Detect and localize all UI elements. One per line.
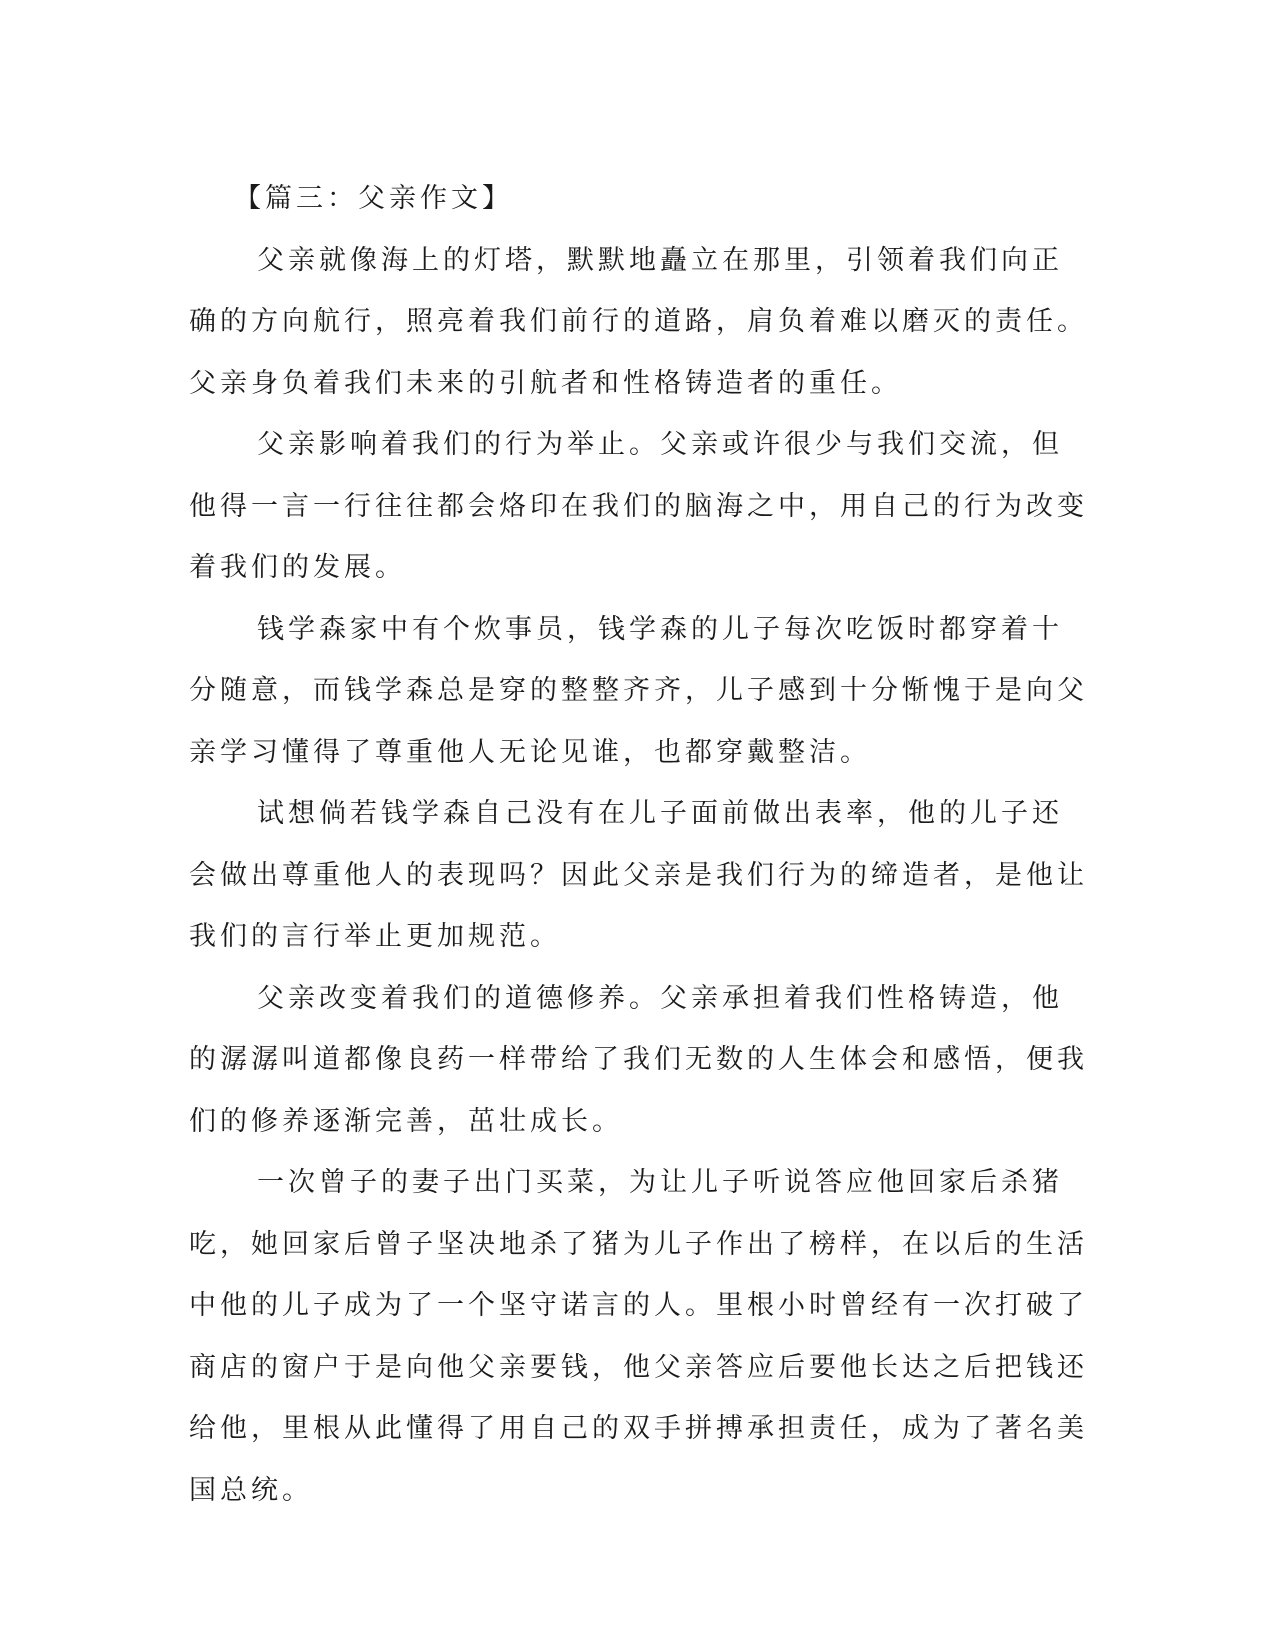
- paragraph-3: 钱学森家中有个炊事员，钱学森的儿子每次吃饭时都穿着十分随意，而钱学森总是穿的整整齐齐，儿子感到十分惭愧于是向父亲学习懂得了尊重他人无论见谁，也都穿戴整洁。: [189, 613, 1088, 768]
- document-body: [189, 168, 1089, 1521]
- paragraph-1: 父亲就像海上的灯塔，默默地矗立在那里，引领着我们向正确的方向航行，照亮着我们前行的道路，肩负着难以磨灭的责任。父亲身负着我们未来的引航者和性格铸造者的重任。: [189, 244, 1088, 399]
- section-heading: 【篇三：父亲作文】: [234, 183, 513, 214]
- paragraph-6: 一次曾子的妻子出门买菜，为让儿子听说答应他回家后杀猪吃，她回家后曾子坚决地杀了猪为儿子作出了榜样，在以后的生活中他的儿子成为了一个坚守诺言的人。里根小时曾经有一次打破了商店的窗户于是向他父亲要钱，他父亲答应后要他长达之后把钱还给他，里根从此懂得了用自己的双手拼搏承担责任，成为了著名美国总统。: [189, 1167, 1088, 1506]
- paragraph-4: 试想倘若钱学森自己没有在儿子面前做出表率，他的儿子还会做出尊重他人的表现吗？因此父亲是我们行为的缔造者，是他让我们的言行举止更加规范。: [189, 798, 1088, 952]
- paragraph-2: 父亲影响着我们的行为举止。父亲或许很少与我们交流，但他得一言一行往往都会烙印在我们的脑海之中，用自己的行为改变着我们的发展。: [189, 429, 1088, 583]
- paragraph-5: 父亲改变着我们的道德修养。父亲承担着我们性格铸造，他的潺潺叫道都像良药一样带给了我们无数的人生体会和感悟，便我们的修养逐渐完善，茁壮成长。: [189, 982, 1088, 1137]
